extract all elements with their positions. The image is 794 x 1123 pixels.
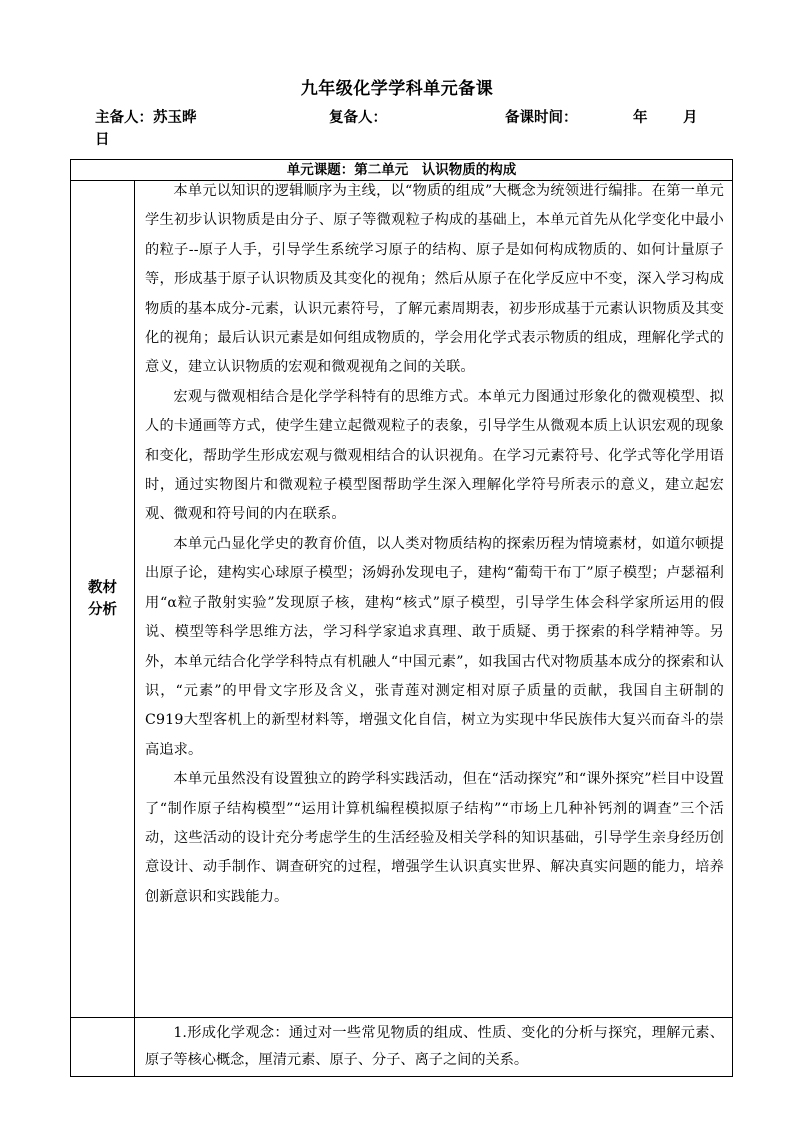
prep-month: 月 [683, 110, 698, 126]
lead-preparer: 主备人：苏玉晔 [95, 110, 197, 126]
prep-day: 日 [95, 132, 110, 148]
goal-item-1: 1.形成化学观念：通过对一些常见物质的组成、性质、变化的分析与探究，理解元素、原子等核心概念，厘清元素、原子、分子、离子之间的关系。 [145, 1025, 724, 1068]
analysis-label-line2: 分析 [88, 602, 117, 618]
analysis-label [71, 181, 135, 1018]
prep-time-label: 备课时间： [505, 110, 578, 126]
unit-topic: 单元课题：第二单元 认识物质的构成 [71, 160, 733, 181]
analysis-paragraph-2: 宏观与微观相结合是化学学科特有的思维方式。本单元力图通过形象化的微观模型、拟人的卡通画等方式，使学生建立起微观粒子的表象，引导学生从微观本质上认识宏观的现象和变化，帮助学生形成宏观与微观相结合的认识视角。在学习元素符号、化学式等化学用语时，通过实物图片和微观粒子模型图帮助学生深入理解化学符号所表示的意义，建立起宏观、微观和符号间的内在联系。 [145, 388, 724, 523]
analysis-paragraph-3: 本单元凸显化学史的教育价值，以人类对物质结构的探索历程为情境素材，如道尔顿提出原子论，建构实心球原子模型；汤姆孙发现电子，建构“葡萄干布丁”原子模型；卢瑟福利用“α粒子散射实验”发现原子核，建构“核式”原子模型，引导学生体会科学家所运用的假说、模型等科学思维方法，学习科学家追求真理、敢于质疑、勇于探索的科学精神等。另外，本单元结合化学学科特点有机融人“中国元素”，如我国古代对物质基本成分的探索和认识，“元素”的甲骨文字形及含义，张青莲对测定相对原子质量的贡献，我国自主研制的C919大型客机上的新型材料等，增强文化自信，树立为实现中华民族伟大复兴而奋斗的崇高追求。 [145, 535, 724, 758]
goals-label [71, 1018, 135, 1077]
goals-content [135, 1018, 733, 1077]
analysis-content [135, 181, 733, 1018]
lesson-plan-table [70, 159, 733, 1077]
analysis-paragraph-1: 本单元以知识的逻辑顺序为主线，以“物质的组成”大概念为统领进行编排。在第一单元学生初步认识物质是由分子、原子等微观粒子构成的基础上，本单元首先从化学变化中最小的粒子--原子人手，引导学生系统学习原子的结构、原子是如何构成物质的、如何计量原子等，形成基于原子认识物质及其变化的视角；然后从原子在化学反应中不变，深入学习构成物质的基本成分-元素，认识元素符号，了解元素周期表，初步形成基于元素认识物质及其变化的视角；最后认识元素是如何组成物质的，学会用化学式表示物质的组成，理解化学式的意义，建立认识物质的宏观和微观视角之间的关联。 [145, 183, 724, 376]
goals-row [71, 1018, 733, 1077]
prep-year: 年 [633, 110, 648, 126]
document-title: 九年级化学学科单元备课 [300, 79, 494, 99]
analysis-row [71, 181, 733, 1018]
analysis-label-line1: 教材 [88, 580, 117, 596]
document-meta [95, 106, 705, 150]
analysis-paragraph-4: 本单元虽然没有设置独立的跨学科实践活动，但在“活动探究”和“课外探究”栏目中设置了“制作原子结构模型”“运用计算机编程模拟原子结构”“市场上几种补钙剂的调查”三个活动，这些活动的设计充分考虑学生的生活经验及相关学科的知识基础，引导学生亲身经历创意设计、动手制作、调查研究的过程，增强学生认识真实世界、解决真实问题的能力，培养创新意识和实践能力。 [145, 771, 724, 905]
co-preparer: 复备人： [329, 110, 387, 126]
